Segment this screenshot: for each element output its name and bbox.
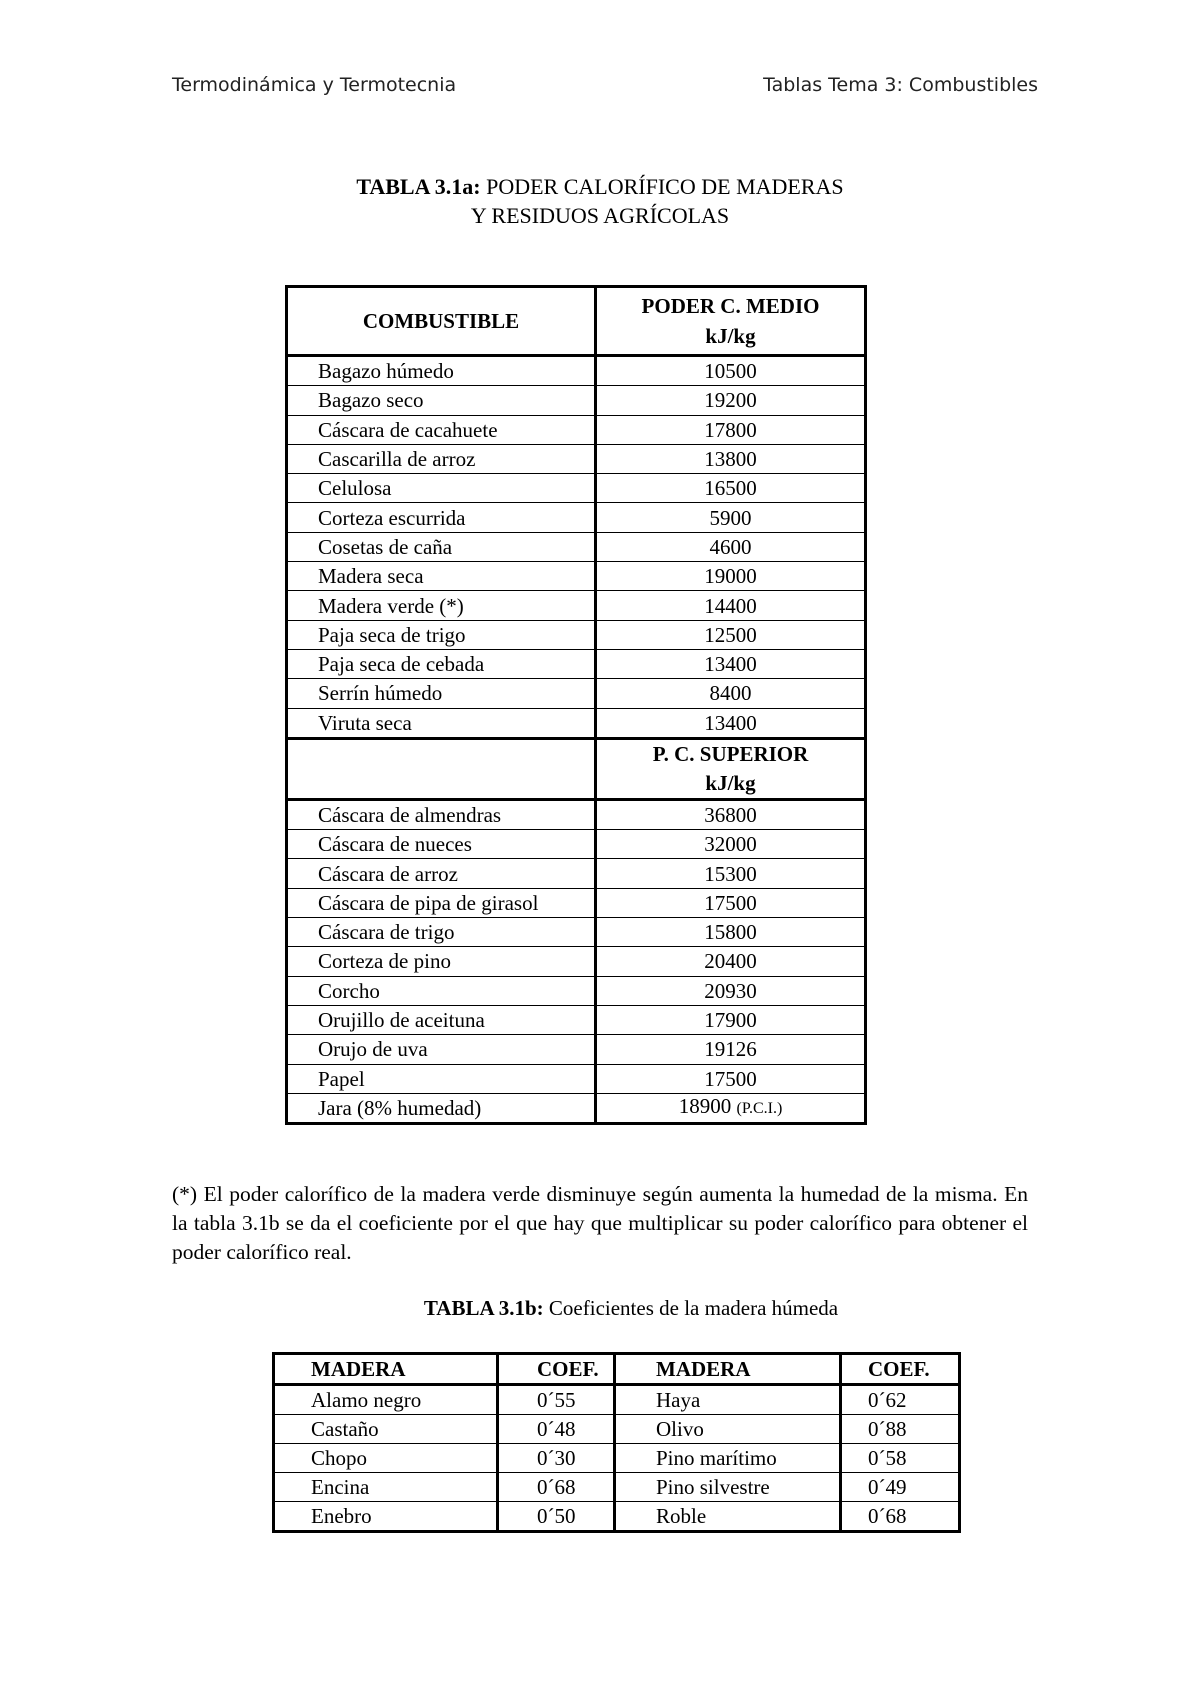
header-right: Tablas Tema 3: Combustibles: [763, 74, 1038, 96]
table-a-subheader-line1: P. C. SUPERIOR: [652, 741, 809, 766]
table-row: [274, 1502, 960, 1532]
fuel-name-cell: Papel: [287, 1064, 596, 1093]
table-row: [287, 708, 866, 738]
table-b: [272, 1352, 961, 1533]
fuel-value-cell: [596, 532, 866, 561]
wood-name-cell: Pino marítimo: [615, 1444, 841, 1473]
fuel-name-cell: Cáscara de nueces: [287, 830, 596, 859]
fuel-value-cell: [596, 562, 866, 591]
table-b-title-bold: TABLA 3.1b:: [423, 1296, 544, 1320]
wood-name-cell: Olivo: [615, 1415, 841, 1444]
wood-coef-cell: 0´49: [841, 1473, 960, 1502]
wood-name-cell: Chopo: [274, 1444, 498, 1473]
fuel-value-cell: [596, 444, 866, 473]
fuel-name-cell: Viruta seca: [287, 708, 596, 738]
table-a-title-rest: PODER CALORÍFICO DE MADERAS: [480, 174, 844, 199]
fuel-value: 4600: [709, 534, 752, 559]
table-b-header-cell: COEF.: [841, 1354, 960, 1385]
fuel-value-cell: [596, 1093, 866, 1123]
fuel-value-cell: [596, 386, 866, 415]
table-row: [274, 1415, 960, 1444]
fuel-value: 5900: [709, 505, 752, 530]
table-b-header-cell: MADERA: [615, 1354, 841, 1385]
table-row: [287, 976, 866, 1005]
fuel-value-cell: [596, 415, 866, 444]
wood-name-cell: Enebro: [274, 1502, 498, 1532]
fuel-name-cell: Corteza escurrida: [287, 503, 596, 532]
fuel-value: 19200: [704, 388, 757, 413]
footnote: (*) El poder calorífico de la madera verde disminuye según aumenta la humedad de la misma. En la tabla 3.1b se da el coeficiente por el que hay que multiplicar su poder calorífico para obtener el poder calorífico real.: [172, 1182, 1028, 1264]
fuel-value: 19126: [704, 1037, 757, 1062]
table-a-col2-header-line1: PODER C. MEDIO: [641, 294, 820, 318]
fuel-value: 20930: [704, 978, 757, 1003]
table-row: [287, 562, 866, 591]
fuel-value-cell: [596, 474, 866, 503]
table-row: [287, 386, 866, 415]
fuel-value-cell: [596, 1035, 866, 1064]
table-a-title-bold: TABLA 3.1a:: [356, 174, 481, 199]
table-row: [287, 830, 866, 859]
fuel-value-cell: [596, 1005, 866, 1034]
table-row: [287, 947, 866, 976]
fuel-name-cell: Cáscara de pipa de girasol: [287, 888, 596, 917]
fuel-value: 15300: [704, 861, 757, 886]
table-b-header-cell: COEF.: [498, 1354, 615, 1385]
wood-coef-cell: 0´58: [841, 1444, 960, 1473]
fuel-value: 17500: [704, 1066, 757, 1091]
fuel-value-cell: [596, 799, 866, 829]
fuel-name-cell: Orujillo de aceituna: [287, 1005, 596, 1034]
fuel-value-cell: [596, 918, 866, 947]
table-a-subheader: [596, 738, 866, 799]
fuel-value: 14400: [704, 593, 757, 618]
table-b-title-rest: Coeficientes de la madera húmeda: [543, 1296, 839, 1320]
fuel-value-cell: [596, 708, 866, 738]
fuel-value: 32000: [704, 832, 757, 857]
wood-coef-cell: 0´62: [841, 1385, 960, 1415]
table-a-subheader-line2: kJ/kg: [705, 770, 756, 795]
table-row: [287, 503, 866, 532]
wood-coef-cell: 0´50: [498, 1502, 615, 1532]
table-row: [287, 474, 866, 503]
fuel-name-cell: Corteza de pino: [287, 947, 596, 976]
fuel-value: 18900: [678, 1094, 732, 1119]
fuel-value-cell: [596, 859, 866, 888]
fuel-value-cell: [596, 888, 866, 917]
fuel-value: 13800: [704, 447, 757, 472]
table-row: [287, 532, 866, 561]
table-row: [274, 1444, 960, 1473]
wood-coef-cell: 0´30: [498, 1444, 615, 1473]
fuel-value-cell: [596, 620, 866, 649]
table-row: [287, 918, 866, 947]
fuel-value: 17500: [704, 890, 757, 915]
table-row: [287, 620, 866, 649]
fuel-name-cell: Celulosa: [287, 474, 596, 503]
table-a-subheader-empty: [287, 738, 596, 799]
fuel-name-cell: Cosetas de caña: [287, 532, 596, 561]
fuel-value-cell: [596, 1064, 866, 1093]
fuel-name-cell: Cáscara de almendras: [287, 799, 596, 829]
fuel-value-cell: [596, 679, 866, 708]
fuel-name-cell: Paja seca de cebada: [287, 649, 596, 678]
table-a-col1-header: COMBUSTIBLE: [287, 287, 596, 356]
fuel-name-cell: Cascarilla de arroz: [287, 444, 596, 473]
fuel-name-cell: Bagazo seco: [287, 386, 596, 415]
table-b-title: [0, 1296, 1200, 1321]
table-row: [287, 415, 866, 444]
table-row: [287, 1064, 866, 1093]
fuel-value-cell: [596, 947, 866, 976]
fuel-value-cell: [596, 976, 866, 1005]
fuel-name-cell: Cáscara de arroz: [287, 859, 596, 888]
fuel-value: 8400: [709, 681, 752, 706]
table-a-header-row: [287, 287, 866, 356]
fuel-value: 13400: [704, 710, 757, 735]
wood-name-cell: Alamo negro: [274, 1385, 498, 1415]
wood-name-cell: Castaño: [274, 1415, 498, 1444]
fuel-name-cell: Corcho: [287, 976, 596, 1005]
fuel-value: 19000: [704, 564, 757, 589]
fuel-value: 20400: [704, 949, 757, 974]
table-row: [287, 799, 866, 829]
table-a-title-line2: Y RESIDUOS AGRÍCOLAS: [470, 203, 730, 228]
table-row: [287, 1035, 866, 1064]
fuel-name-cell: Orujo de uva: [287, 1035, 596, 1064]
table-b-header-row: [274, 1354, 960, 1385]
fuel-name-cell: Cáscara de trigo: [287, 918, 596, 947]
wood-name-cell: Roble: [615, 1502, 841, 1532]
table-row: [287, 888, 866, 917]
table-row: [287, 444, 866, 473]
fuel-name-cell: Paja seca de trigo: [287, 620, 596, 649]
fuel-value: 15800: [704, 920, 757, 945]
fuel-value-cell: [596, 356, 866, 386]
fuel-value-cell: [596, 649, 866, 678]
fuel-value: 16500: [704, 476, 757, 501]
table-row: [287, 591, 866, 620]
fuel-name-cell: Jara (8% humedad): [287, 1093, 596, 1123]
table-row: [287, 859, 866, 888]
table-b-header-cell: MADERA: [274, 1354, 498, 1385]
header-left: Termodinámica y Termotecnia: [172, 74, 457, 96]
table-row: [287, 356, 866, 386]
fuel-value-cell: [596, 830, 866, 859]
table-a: [285, 285, 867, 1125]
fuel-value: 17800: [704, 417, 757, 442]
table-row: [287, 679, 866, 708]
table-a-title: [0, 172, 1200, 230]
table-a-subheader-row: [287, 738, 866, 799]
wood-coef-cell: 0´68: [841, 1502, 960, 1532]
fuel-value-note: (P.C.I.): [736, 1100, 783, 1118]
fuel-value-cell: [596, 503, 866, 532]
fuel-name-cell: Madera seca: [287, 562, 596, 591]
fuel-value: 12500: [704, 622, 757, 647]
table-row: [287, 1093, 866, 1123]
fuel-value: 17900: [704, 1008, 757, 1033]
table-row: [274, 1385, 960, 1415]
wood-coef-cell: 0´55: [498, 1385, 615, 1415]
table-a-col2-header-line2: kJ/kg: [705, 324, 756, 348]
fuel-name-cell: Cáscara de cacahuete: [287, 415, 596, 444]
wood-name-cell: Pino silvestre: [615, 1473, 841, 1502]
fuel-value: 10500: [704, 359, 757, 384]
fuel-value: 36800: [704, 803, 757, 827]
wood-coef-cell: 0´48: [498, 1415, 615, 1444]
table-a-col2-header: [596, 287, 866, 356]
table-row: [287, 649, 866, 678]
wood-name-cell: Encina: [274, 1473, 498, 1502]
wood-coef-cell: 0´88: [841, 1415, 960, 1444]
fuel-value-cell: [596, 591, 866, 620]
fuel-value: 13400: [704, 652, 757, 677]
table-row: [287, 1005, 866, 1034]
wood-name-cell: Haya: [615, 1385, 841, 1415]
wood-coef-cell: 0´68: [498, 1473, 615, 1502]
table-row: [274, 1473, 960, 1502]
fuel-name-cell: Serrín húmedo: [287, 679, 596, 708]
fuel-name-cell: Madera verde (*): [287, 591, 596, 620]
fuel-name-cell: Bagazo húmedo: [287, 356, 596, 386]
